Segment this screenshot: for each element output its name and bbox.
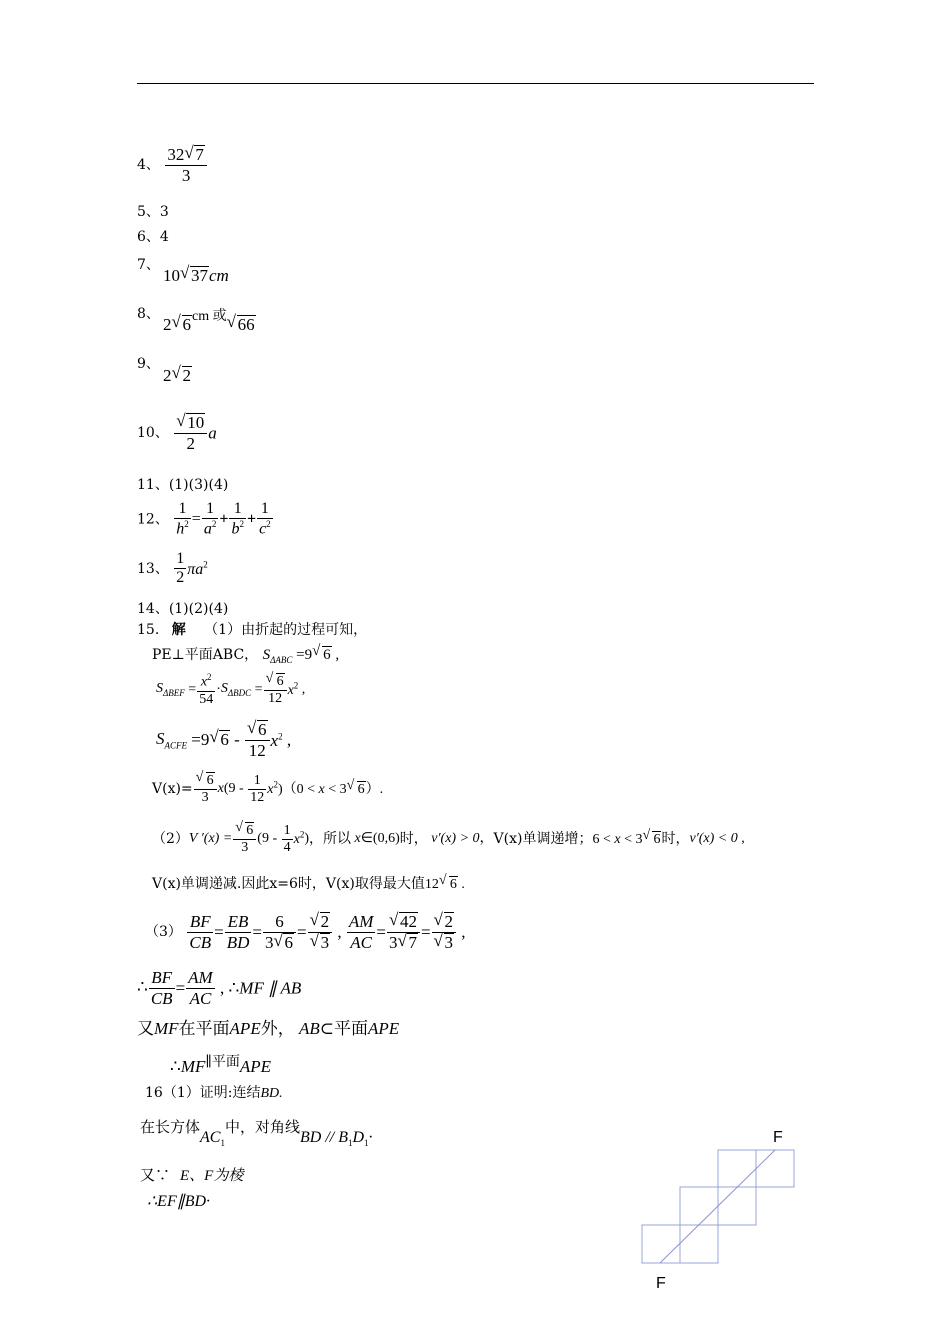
answer-8-expr: 2 √ 6cm 或 √ 66 (163, 309, 255, 334)
problem-15-part-2: （2）V ′(x) = √ 6 3 (9 - $\frac{1}{4}$ $x^2$)，所以 x∈(0,6)时， v′(x) > 0，V(x)单调递增；6 < x < 3 √ 6时，v′(x) < 0 , (152, 820, 745, 856)
problem-15-line-3: $S_{ACFE} =9$ √ 6 - √ 6 12 $x^2$ , (156, 718, 292, 760)
label-f-top: F (773, 1129, 783, 1146)
answer-6: 6、4 (137, 229, 169, 245)
answer-10: 10、 √ 10 2 a (137, 411, 217, 453)
problem-16-line-2: 又∵ E、F为棱 (140, 1166, 244, 1184)
answer-9: 9、 (137, 356, 160, 372)
problem-15-part-3: （3） $\frac{BF}{CB}$ = $\frac{EB}{BD}$ = 6 3 √ 6 = √ 2 √ 3 , $\frac{AM}{AC}$ = √ 42 3 √ 7 = √ 2 √ 3 , (145, 910, 466, 952)
grid-cell (680, 1187, 718, 1225)
problem-16-heading: 16（1）证明:连结BD. (145, 1085, 283, 1101)
fraction: 32 √ 7 3 (165, 145, 207, 185)
problem-15-heading: 15. 解 （1）由折起的过程可知， (137, 622, 368, 638)
answer-8: 8、 (137, 306, 160, 322)
answer-7: 7、 (137, 257, 160, 273)
grid-cell (680, 1225, 718, 1263)
answer-12: 12、 $\frac{1}{h^2}$ = $\frac{1}{a^2}$ + $\frac{1}{b^2}$ + $\frac{1}{c^2}$ (137, 500, 271, 538)
answer-9-expr: 2 √ 2 (163, 363, 191, 385)
problem-15-also: 又MF在平面APE外， AB⊂平面APE (137, 1019, 400, 1039)
problem-15-line-1: PE⊥平面ABC， $S_{\Delta ABC} =9$ √ 6 , (152, 643, 340, 665)
problem-15-conclusion: $\therefore MF^{\parallel 平面}APE$ (170, 1054, 271, 1077)
label-f-bottom: F (656, 1275, 666, 1292)
problem-15-line-2: $S_{\Delta BEF}$ = $\frac{x^2}{54}$ $\cdot S_{\Delta BDC}$ = √ 6 12 $x^2$ , (156, 670, 306, 707)
staircase-grid-figure (630, 1120, 810, 1300)
problem-15-volume: V(x)= √ 6 3 x(9 - $\frac{1}{12}$ $x^2)(0 < x < 3$ √ 6）. (152, 770, 384, 806)
problem-15-part-2-cont: V(x)单调递减.因此x=6时，V(x)取得最大值12 √ 6 . (152, 873, 465, 892)
grid-cell (642, 1225, 680, 1263)
answer-5: 5、3 (137, 204, 169, 220)
problem-15-therefore-1: ∴ $\frac{BF}{CB}$ = $\frac{AM}{AC}$ , ∴MF ∥ AB (137, 968, 302, 1008)
problem-16-line-1: 在长方体$AC_1$中，对角线BD // $B_1D_1\cdot$ (140, 1118, 373, 1149)
grid-cell (718, 1187, 756, 1225)
answer-14: 14、(1)(2)(4) (137, 601, 229, 617)
problem-16-line-3: ∴EF∥BD· (147, 1193, 211, 1210)
answer-11: 11、(1)(3)(4) (137, 477, 229, 493)
grid-cell (718, 1150, 756, 1187)
answer-4: 4、 32 √ 7 3 (137, 145, 208, 185)
header-rule (137, 83, 814, 84)
answer-7-expr: 10 √ 37cm (163, 263, 229, 285)
grid-cell (756, 1150, 794, 1187)
answer-13: 13、 $\frac{1}{2}$ $\pi a^2$ (137, 550, 208, 587)
